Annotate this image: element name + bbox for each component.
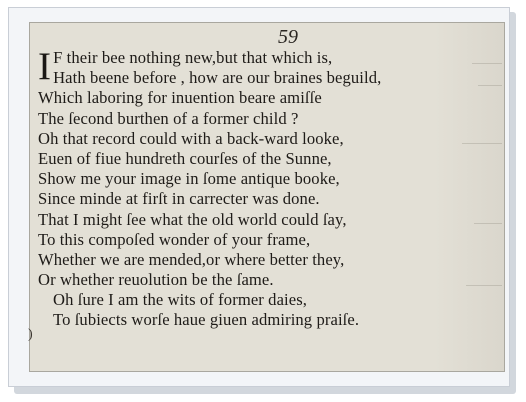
sonnet-line-1: F their bee nothing new,but that which is,	[53, 48, 333, 67]
sonnet-line-6: Euen of fiue hundreth courſes of the Sunne,	[38, 148, 332, 168]
sonnet-line-11: Whether we are mended,or where better they,	[38, 249, 345, 269]
drop-cap: I	[38, 45, 52, 88]
sonnet-text	[38, 45, 478, 331]
sonnet-line-7: Show me your image in ſome antique booke,	[38, 169, 340, 189]
bleed-line	[474, 223, 502, 224]
sonnet-couplet-line-1: Oh ſure I am the wits of former daies,	[53, 290, 308, 310]
book-page	[29, 22, 505, 372]
bleed-line	[478, 85, 502, 86]
sonnet-line-12: Or whether reuolution be the ſame.	[38, 270, 274, 290]
sonnet-line-4: The ſecond burthen of a former child ?	[38, 108, 299, 128]
sonnet-line-2: Hath beene before , how are our braines beguild,	[53, 68, 382, 88]
page-number: 59	[278, 26, 298, 48]
sonnet-couplet-line-2: To ſubiects worſe haue giuen admiring praiſe.	[53, 310, 360, 330]
sonnet-line-9: That I might ſee what the old world could ſay,	[38, 209, 347, 229]
sonnet-line-10: To this compoſed wonder of your frame,	[38, 229, 311, 249]
sonnet-line-5: Oh that record could with a back-ward looke,	[38, 128, 344, 148]
sonnet-line-8: Since minde at firſt in carrecter was done.	[38, 189, 320, 209]
photo-frame	[8, 7, 510, 387]
margin-mark: )	[28, 327, 33, 342]
sonnet-line-3: Which laboring for inuention beare amiſſe	[38, 88, 322, 108]
